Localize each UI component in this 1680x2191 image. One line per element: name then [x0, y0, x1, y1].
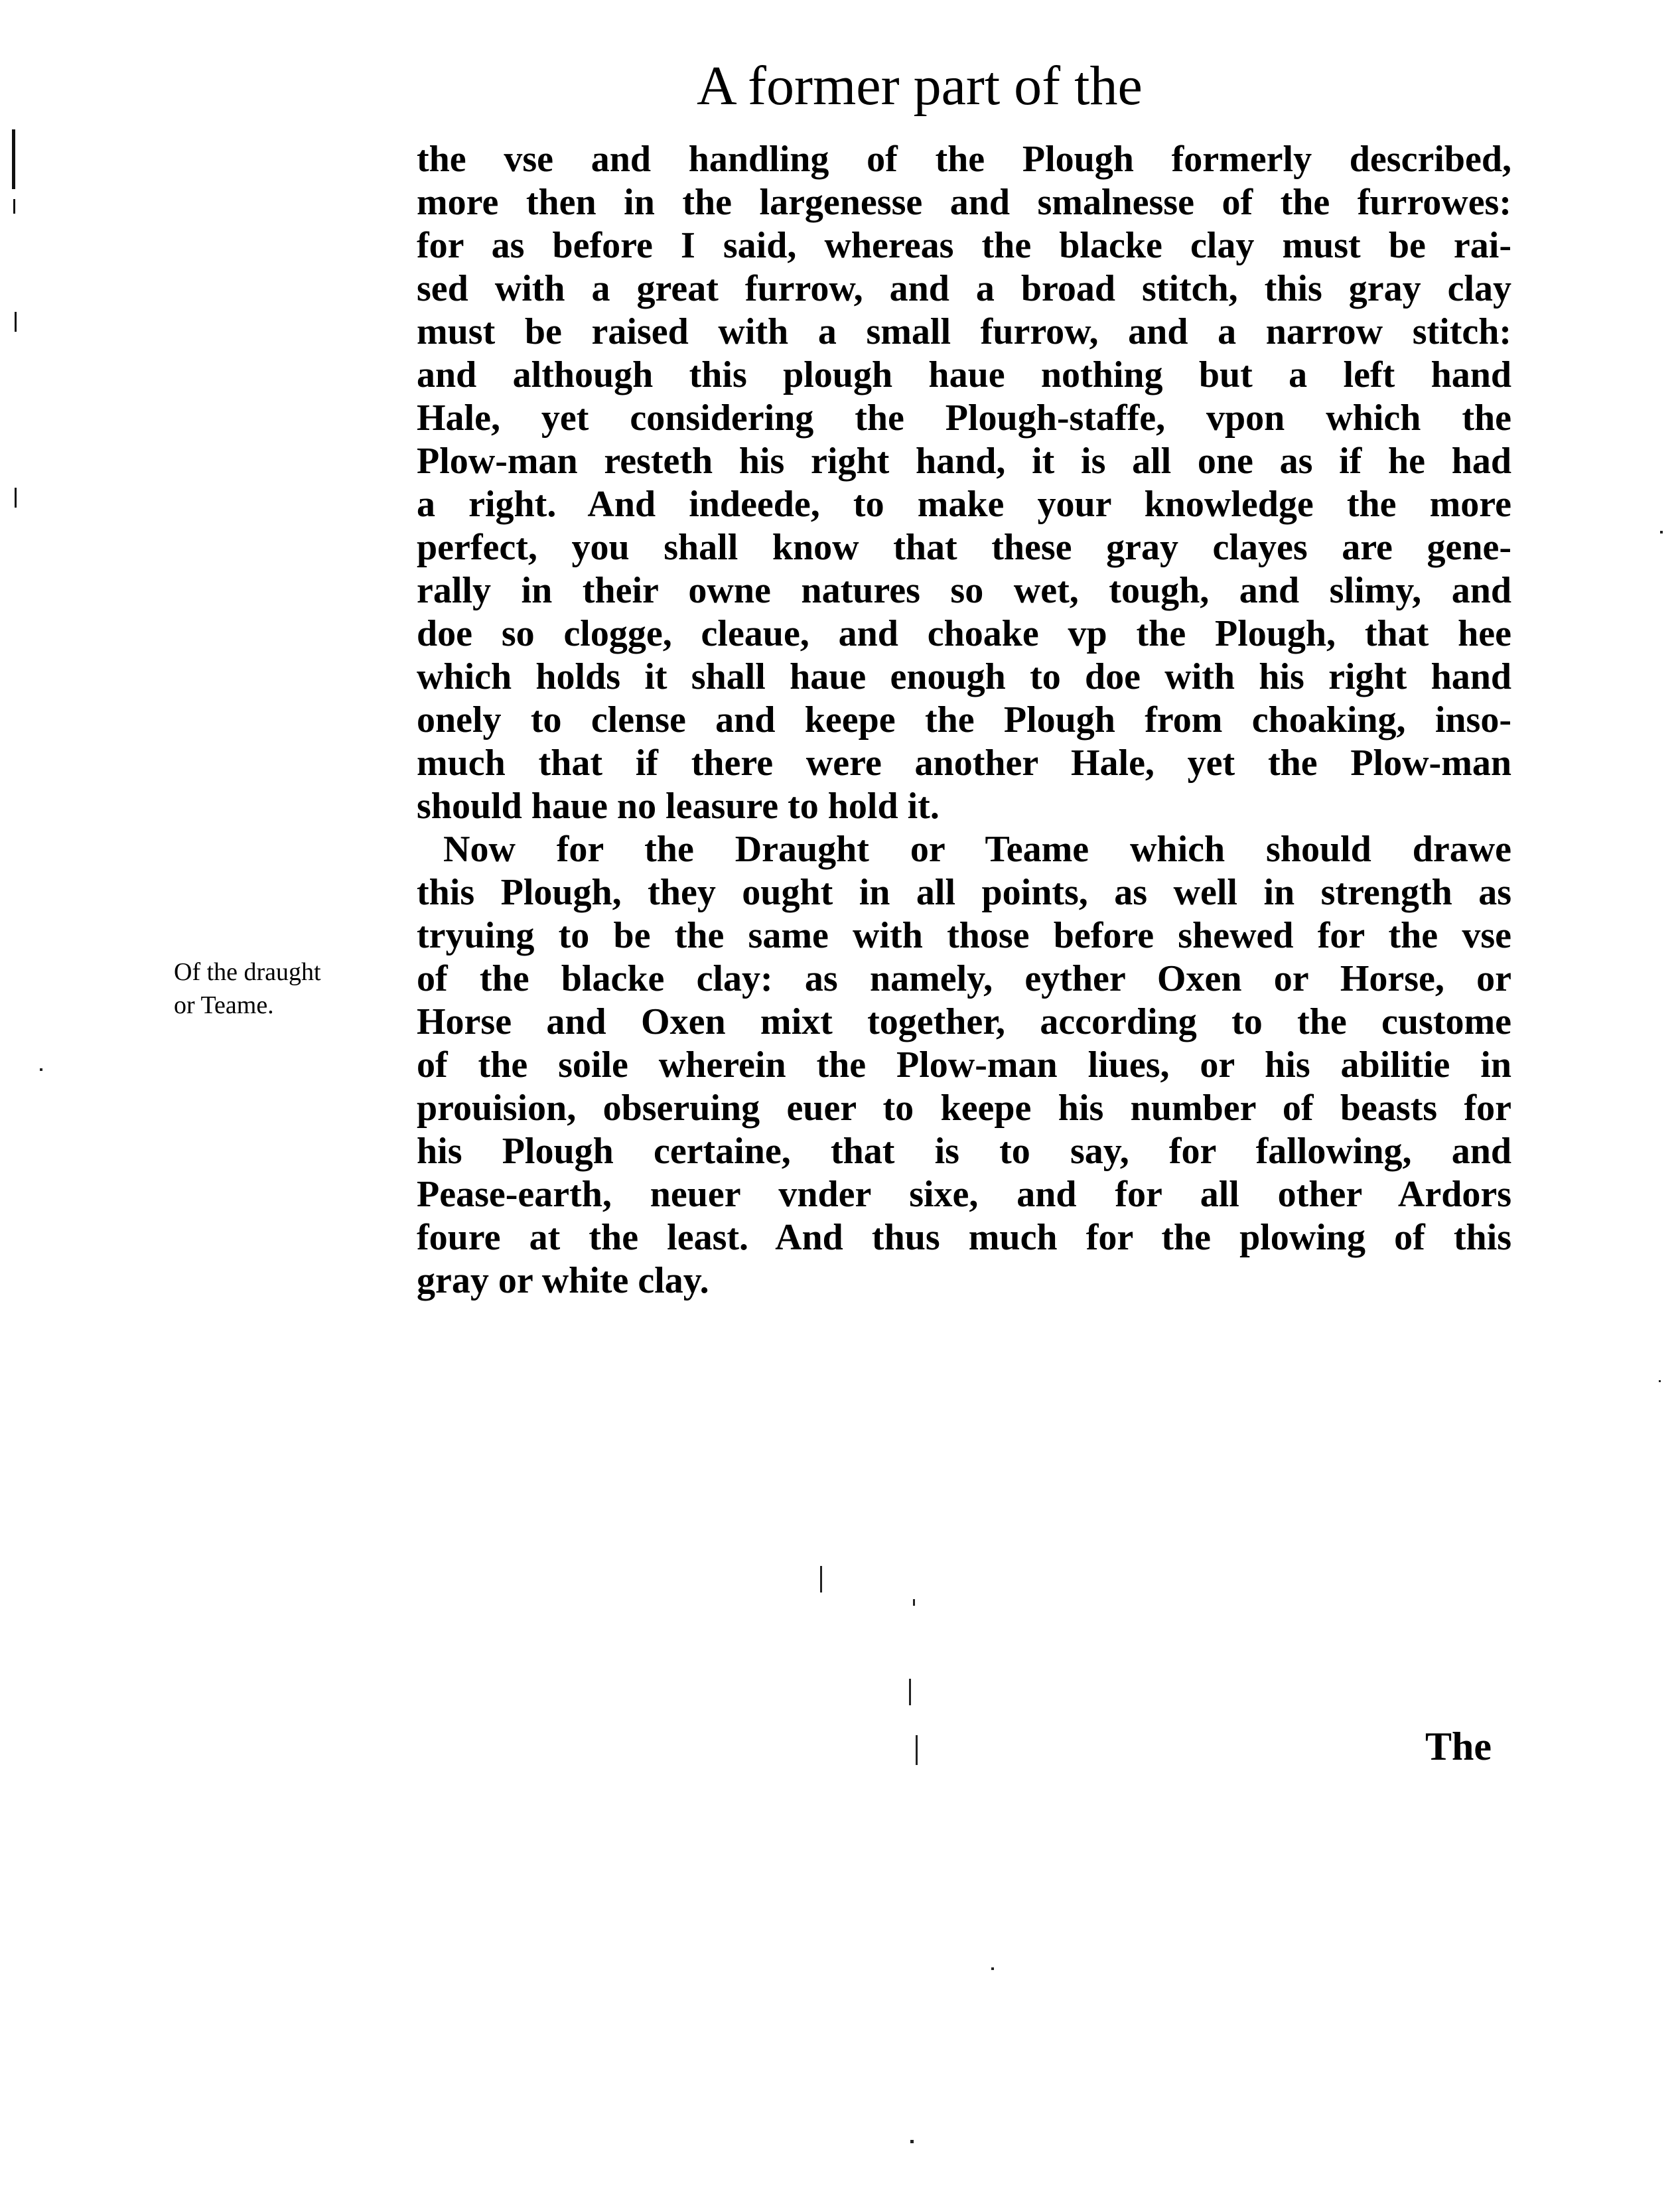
text-line: of the soile wherein the Plow-man liues, or his abilitie in — [417, 1044, 1511, 1086]
scan-speck — [916, 1735, 918, 1765]
scan-edge-mark — [12, 129, 15, 189]
text-line: Hale, yet considering the Plough-staffe, vpon which the — [417, 397, 1511, 439]
text-line: of the blacke clay: as namely, eyther Oxen or Horse, or — [417, 958, 1511, 999]
text-line: tryuing to be the same with those before shewed for the vse — [417, 915, 1511, 956]
scan-speck — [913, 1599, 915, 1606]
text-line: perfect, you shall know that these gray clayes are gene- — [417, 527, 1511, 568]
text-line: Horse and Oxen mixt together, according to the custome — [417, 1001, 1511, 1042]
running-header: A former part of the — [697, 55, 1143, 117]
body-text — [417, 138, 1511, 1303]
paragraph-1 — [417, 138, 1511, 828]
scan-edge-mark — [15, 312, 17, 332]
paragraph-2 — [417, 828, 1511, 1303]
text-line: Now for the Draught or Teame which should drawe — [443, 829, 1511, 870]
scan-speck — [820, 1566, 822, 1592]
catchword: The — [1425, 1725, 1492, 1768]
text-line: onely to clense and keepe the Plough from choaking, inso- — [417, 699, 1511, 741]
text-line: much that if there were another Hale, yet the Plow-man — [417, 742, 1511, 784]
text-line: more then in the largenesse and smalnesse of the furrowes: — [417, 182, 1511, 223]
scan-speck — [40, 1068, 42, 1071]
text-line: foure at the least. And thus much for the plowing of this — [417, 1217, 1511, 1258]
scan-speck — [1659, 1380, 1661, 1382]
text-line: sed with a great furrow, and a broad stitch, this gray clay — [417, 268, 1511, 309]
text-line: and although this plough haue nothing but a left hand — [417, 354, 1511, 395]
text-line: for as before I said, whereas the blacke clay must be rai- — [417, 225, 1511, 266]
scan-speck — [910, 2140, 914, 2143]
scan-speck — [909, 1679, 911, 1705]
text-line: a right. And indeede, to make your knowledge the more — [417, 484, 1511, 525]
scan-speck — [991, 1967, 994, 1970]
text-line: prouision, obseruing euer to keepe his number of beasts for — [417, 1088, 1511, 1129]
text-line: must be raised with a small furrow, and a narrow stitch: — [417, 311, 1511, 352]
text-line: rally in their owne natures so wet, tough, and slimy, and — [417, 570, 1511, 611]
margin-note-line: Of the draught — [174, 958, 321, 986]
margin-note — [174, 955, 413, 1022]
scan-edge-mark — [13, 199, 15, 214]
scan-speck — [1660, 531, 1663, 533]
text-line: doe so clogge, cleaue, and choake vp the Plough, that hee — [417, 613, 1511, 654]
text-line: gray or white clay. — [417, 1260, 709, 1301]
text-line: this Plough, they ought in all points, as well in strength as — [417, 872, 1511, 913]
margin-note-line: or Teame. — [174, 991, 274, 1019]
text-line: which holds it shall haue enough to doe with his right hand — [417, 656, 1511, 697]
text-line: his Plough certaine, that is to say, for fallowing, and — [417, 1131, 1511, 1172]
text-line: Pease-earth, neuer vnder sixe, and for all other Ardors — [417, 1174, 1511, 1215]
text-line: Plow-man resteth his right hand, it is all one as if he had — [417, 441, 1511, 482]
scan-edge-mark — [15, 488, 17, 508]
text-line: the vse and handling of the Plough formerly described, — [417, 139, 1511, 180]
text-line: should haue no leasure to hold it. — [417, 786, 940, 827]
